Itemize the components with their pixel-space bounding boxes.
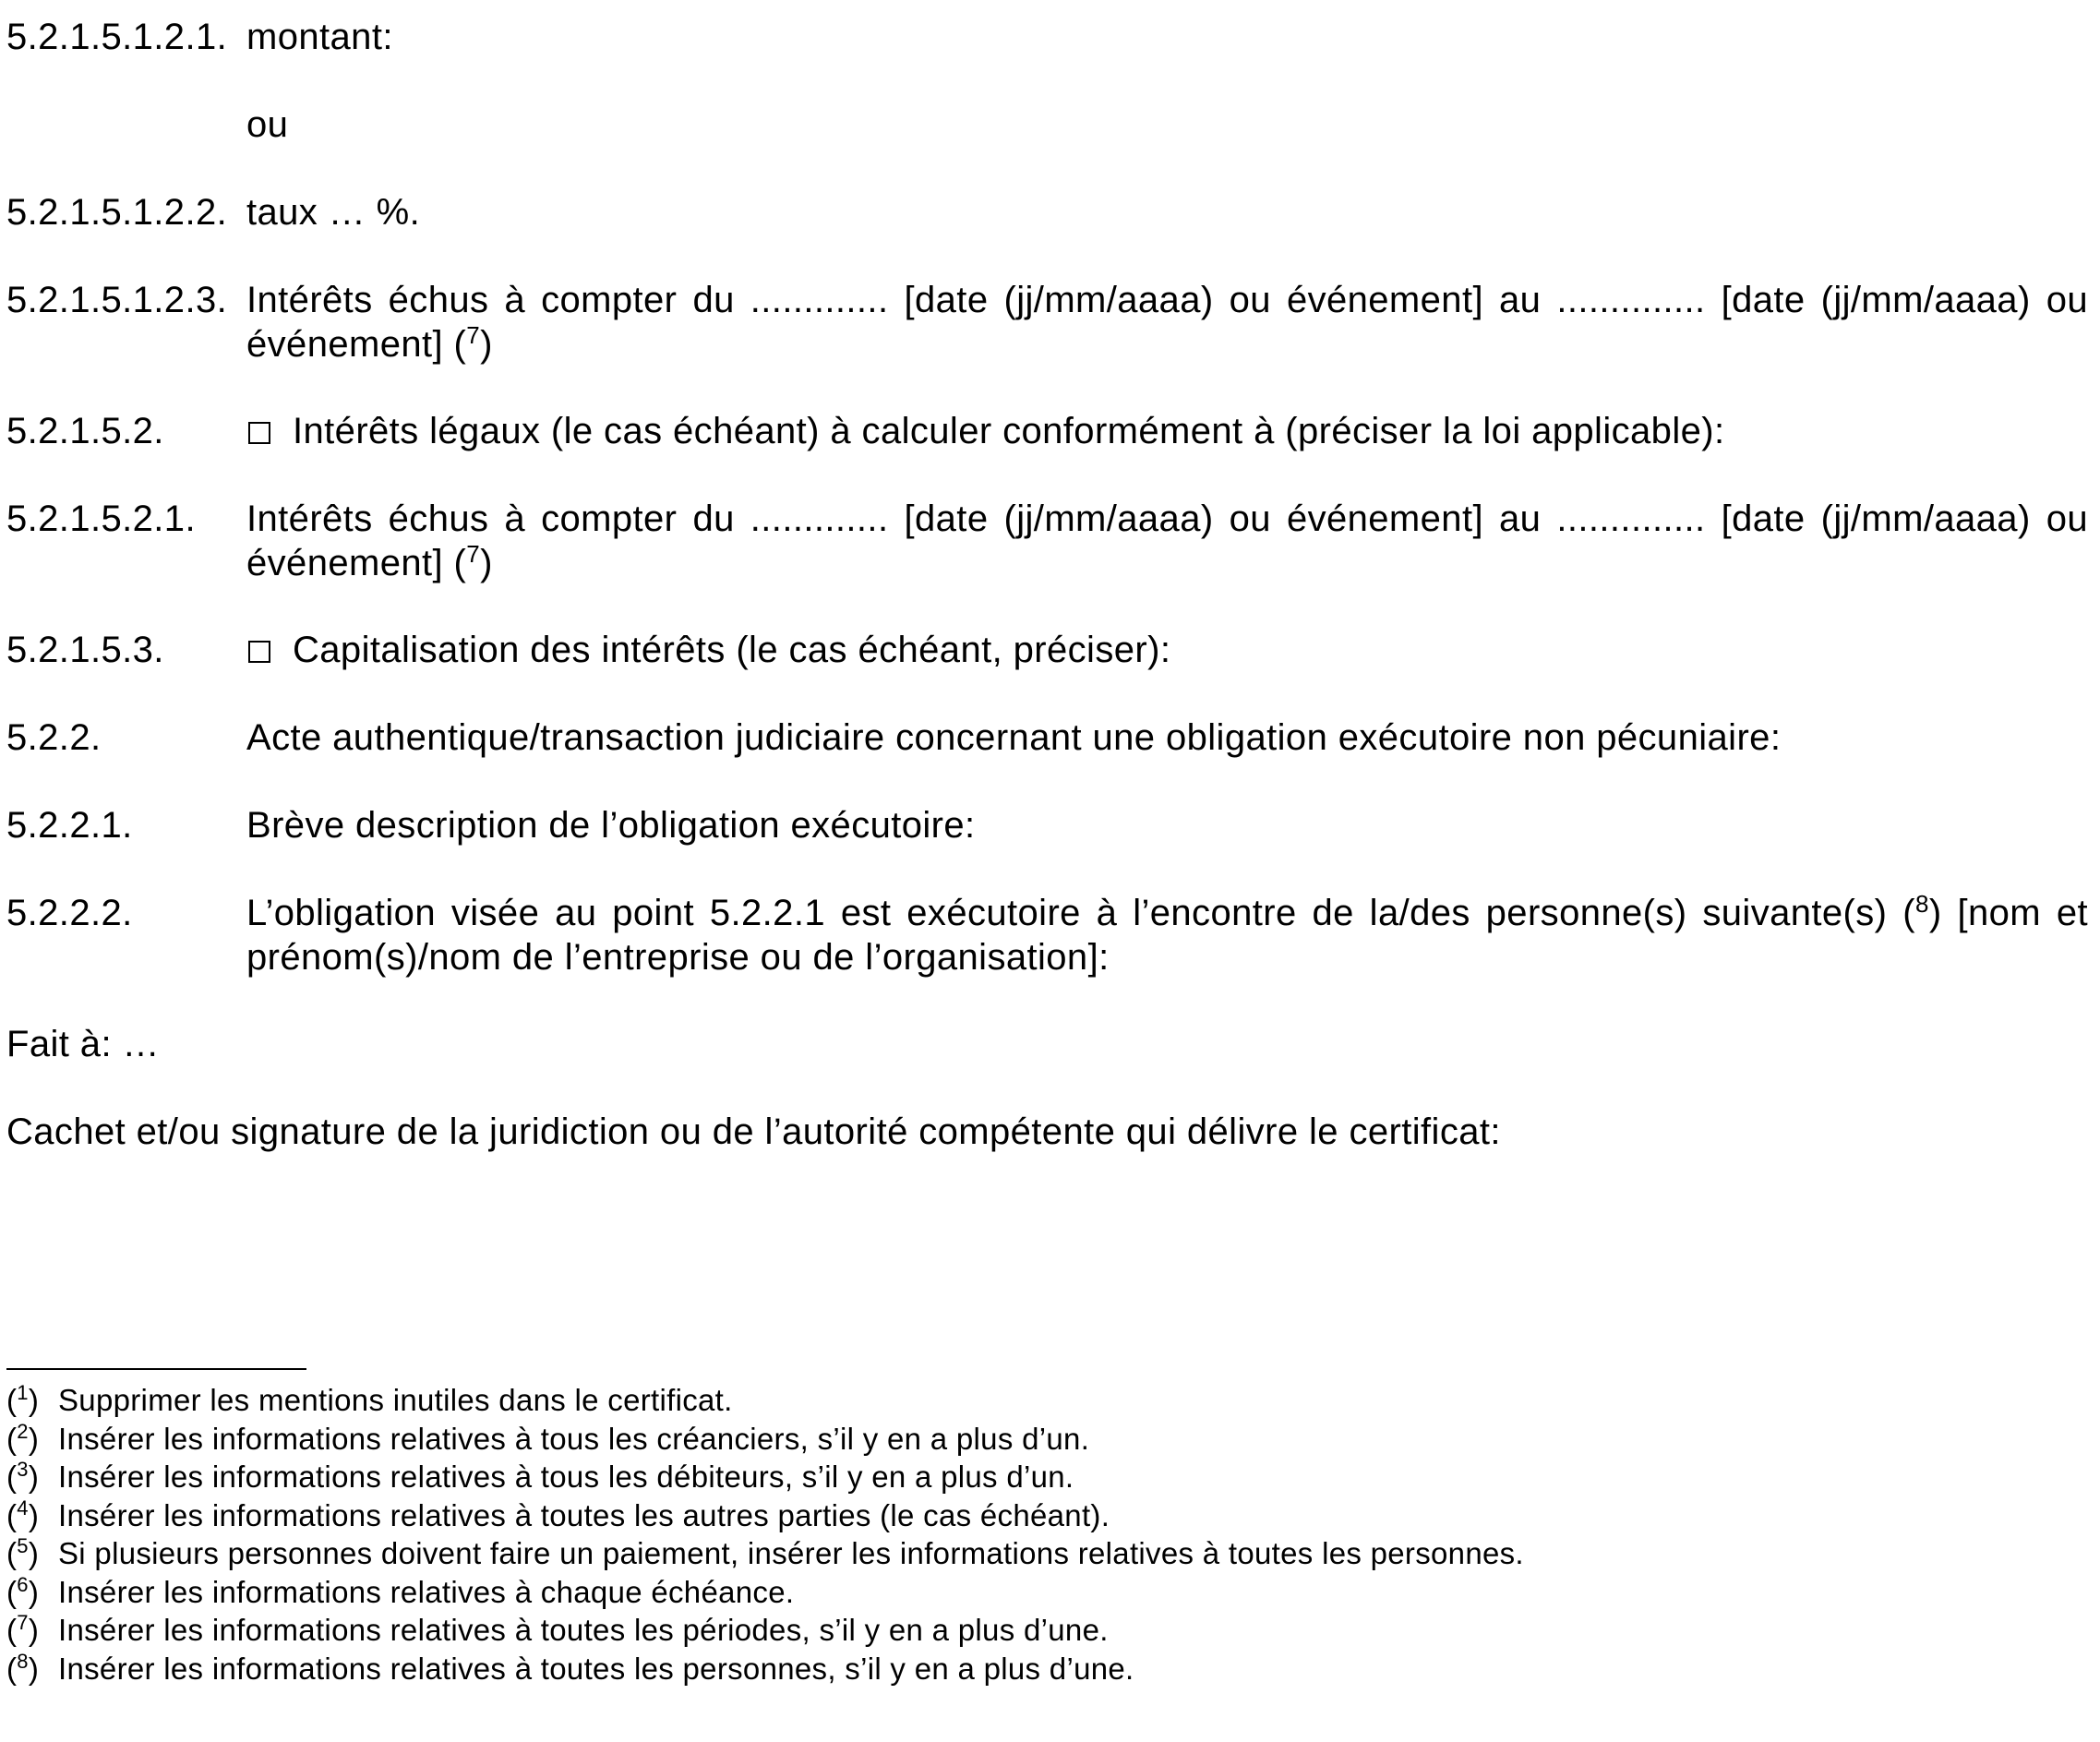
item-text: Intérêts légaux (le cas échéant) à calculer conformément à (préciser la loi applicable):	[246, 409, 2088, 453]
footnote-mark: ($^1$)	[6, 1381, 40, 1417]
item-text: L’obligation visée au point 5.2.2.1 est exécutoire à l’encontre de la/des personne(s) suivante(s) ($^8$) [nom et prénom(s)/nom de l’entreprise ou de l’organisation]:	[246, 890, 2088, 978]
signature-text: Cachet et/ou signature de la juridiction ou de l’autorité compétente qui délivre le certificat:	[6, 1111, 1501, 1152]
item-number: 5.2.2.2.	[6, 893, 133, 933]
footnote-ref: 8	[1914, 890, 1929, 918]
place-text: Fait à: …	[6, 1024, 160, 1064]
item-text: montant:	[246, 17, 393, 57]
item-text: ou	[246, 104, 289, 145]
item-number: 5.2.1.5.1.2.2.	[6, 192, 228, 233]
item-number: 5.2.1.5.3.	[6, 630, 164, 670]
item-text: taux … %.	[246, 192, 421, 233]
item-text: Intérêts échus à compter du ............. [date (jj/mm/aaaa) ou événement] au .............. [date (jj/mm/aaaa) ou événement] ($^7$)	[246, 499, 2088, 583]
footnote-mark: ($^2$)	[6, 1419, 40, 1456]
footnote-mark: ($^6$)	[6, 1572, 40, 1609]
footnote-text: Si plusieurs personnes doivent faire un paiement, insérer les informations relatives à toutes les personnes.	[58, 1536, 1524, 1570]
footnote-text: Insérer les informations relatives à chaque échéance.	[58, 1574, 795, 1609]
footnote-text: Insérer les informations relatives à toutes les autres parties (le cas échéant).	[58, 1497, 1110, 1532]
item-text: Brève description de l’obligation exécutoire:	[246, 805, 976, 846]
footnote-mark: ($^5$)	[6, 1534, 40, 1570]
footnote-separator	[6, 1368, 306, 1370]
footnote-text: Insérer les informations relatives à toutes les périodes, s’il y en a plus d’une.	[58, 1613, 1109, 1647]
item-number: 5.2.2.	[6, 717, 102, 758]
item-text: Capitalisation des intérêts (le cas échéant, préciser):	[246, 628, 2088, 672]
item-number: 5.2.1.5.1.2.1.	[6, 17, 228, 57]
item-number: 5.2.1.5.2.1.	[6, 499, 196, 539]
footnote-mark: ($^8$)	[6, 1649, 40, 1686]
item-number: 5.2.1.5.2.	[6, 411, 164, 451]
footnote-text: Insérer les informations relatives à toutes les personnes, s’il y en a plus d’une.	[58, 1651, 1134, 1686]
footnote-mark: ($^7$)	[6, 1611, 40, 1647]
item-text: Acte authentique/transaction judiciaire concernant une obligation exécutoire non pécuniaire:	[246, 717, 1782, 758]
item-number: 5.2.2.1.	[6, 805, 133, 846]
checkbox[interactable]	[248, 641, 270, 663]
footnote-text: Supprimer les mentions inutiles dans le certificat.	[58, 1383, 733, 1417]
footnote-text: Insérer les informations relatives à tous les créanciers, s’il y en a plus d’un.	[58, 1421, 1090, 1456]
footnote-mark: ($^3$)	[6, 1458, 40, 1494]
footnote-text: Insérer les informations relatives à tous les débiteurs, s’il y en a plus d’un.	[58, 1460, 1074, 1494]
footnote-ref: 7	[466, 321, 481, 349]
footnote-mark: ($^4$)	[6, 1496, 40, 1532]
footnote-ref: 7	[466, 540, 481, 568]
item-text: Intérêts échus à compter du ............. [date (jj/mm/aaaa) ou événement] au .............. [date (jj/mm/aaaa) ou événement] ($^7$)	[246, 280, 2088, 365]
item-number: 5.2.1.5.1.2.3.	[6, 280, 228, 320]
checkbox[interactable]	[248, 422, 270, 444]
